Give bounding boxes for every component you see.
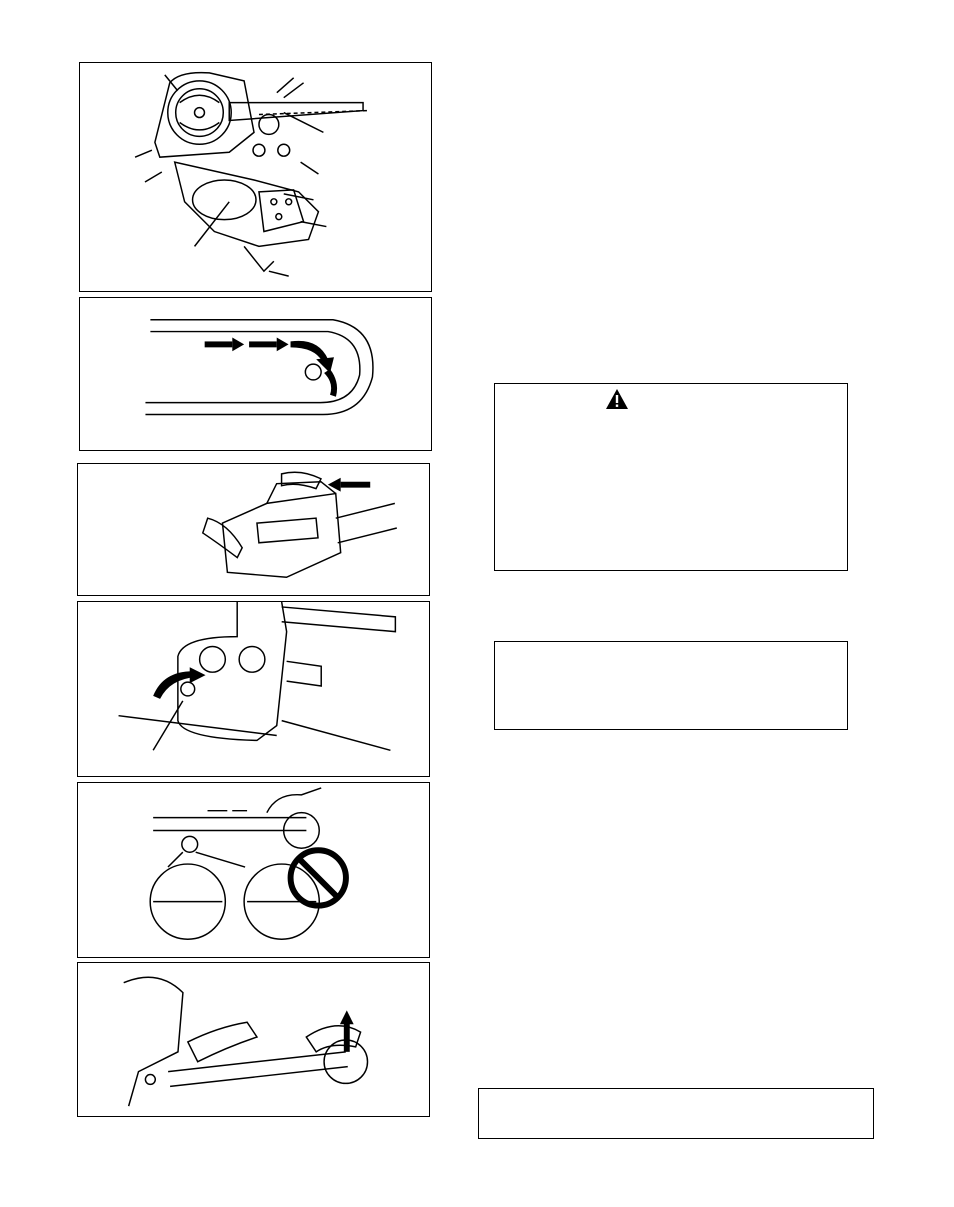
figure-tension-check <box>77 782 430 958</box>
figure-chain-direction <box>79 297 432 451</box>
chain-direction-illustration <box>80 298 431 450</box>
tension-screw-illustration <box>78 602 429 776</box>
chain-tension-check-illustration <box>78 783 429 957</box>
warning-triangle-icon <box>605 388 629 410</box>
warning-box <box>494 383 848 571</box>
chain-lift-illustration <box>78 963 429 1116</box>
chainsaw-brake-illustration <box>78 464 429 595</box>
sprocket-cover-illustration <box>80 63 431 291</box>
footer-box <box>478 1088 874 1139</box>
figure-brake-check <box>77 463 430 596</box>
note-box <box>494 641 848 730</box>
figure-tension-screw <box>77 601 430 777</box>
figure-sprocket-cover <box>79 62 432 292</box>
figure-chain-lift <box>77 962 430 1117</box>
